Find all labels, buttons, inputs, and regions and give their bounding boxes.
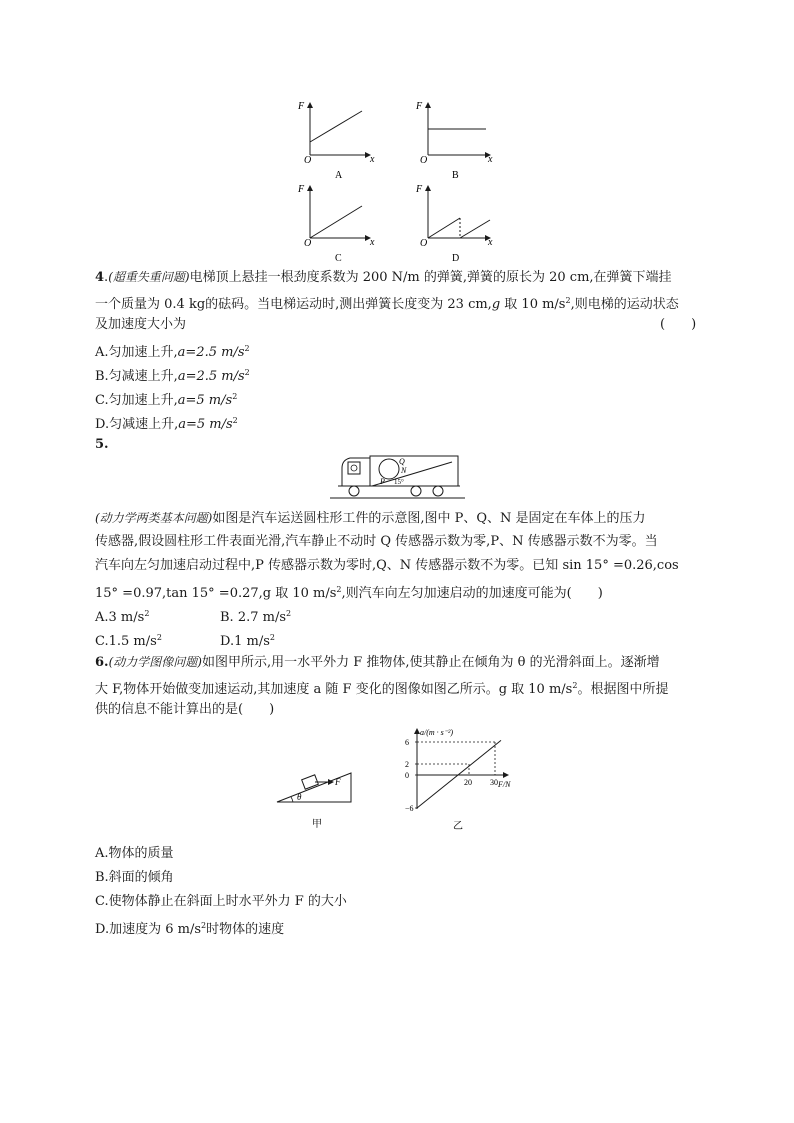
q5-number: 5 [95, 437, 105, 452]
force-label: F [335, 777, 341, 787]
q4-option-c[interactable]: C.匀加速上升,a=5 $m/s^2$ [95, 392, 238, 408]
q6-line-1: 6.(动力学图像问题)如图甲所示,用一水平外力 F 推物体,使其静止在倾角为 θ 的光滑斜面上。逐渐增 [95, 655, 660, 670]
graph-b-caption: B [452, 170, 459, 181]
q5-line-4: 15° =0.97,tan 15° =0.27,g 取 10 $m/s^2$,则汽车向左匀加速启动的加速度可能为( ) [95, 585, 603, 601]
q4-text-2c: 取 10 m/s [500, 297, 566, 312]
angle-label: 15° [394, 478, 404, 486]
truck-window [348, 462, 360, 474]
q4-number: 4 [95, 270, 105, 285]
graph-c-y-label: F [298, 184, 305, 195]
q6-number: 6 [95, 655, 105, 670]
q4-tag: (超重失重问题) [108, 270, 190, 284]
graph-c-origin: O [304, 238, 312, 249]
q4-line-1: 4.(超重失重问题)电梯顶上悬挂一根劲度系数为 200 N/m 的弹簧,弹簧的原长为 20 cm,在弹簧下端挂 [95, 270, 672, 285]
q6-text-1: 如图甲所示,用一水平外力 F 推物体,使其静止在倾角为 θ 的光滑斜面上。逐渐增 [201, 655, 660, 670]
q4-option-d[interactable]: D.匀减速上升,a=5 $m/s^2$ [95, 416, 238, 432]
q6-option-a[interactable]: A.物体的质量 [95, 846, 174, 861]
graph-d-origin: O [420, 238, 428, 249]
q6-tag: (动力学图像问题) [108, 655, 202, 669]
graph-d-line-2 [460, 220, 490, 238]
graph-d [415, 184, 493, 264]
q4-line-2 [95, 293, 679, 313]
sensor-q-label: Q [399, 457, 405, 466]
data-line [417, 740, 501, 808]
q6-option-c[interactable]: C.使物体静止在斜面上时水平外力 F 的大小 [95, 894, 347, 909]
q5-line-2: 传感器,假设圆柱形工件表面光滑,汽车静止不动时 Q 传感器示数为零,P、N 传感器示数不为零。当 [95, 534, 658, 549]
q4-text-2b: g [491, 297, 501, 312]
y-axis-label: a/(m · s⁻²) [420, 728, 454, 737]
q4-option-b[interactable]: B.匀减速上升,a=2.5 $m/s^2$ [95, 368, 250, 384]
q6-option-b[interactable]: B.斜面的倾角 [95, 870, 174, 885]
q5-option-a[interactable]: A.3 $m/s^2$ [95, 609, 150, 625]
a-f-chart [380, 725, 530, 837]
y-tick-label: 2 [405, 760, 409, 769]
q5-option-d[interactable]: D.1 $m/s^2$ [220, 633, 275, 649]
y-tick-label: 6 [405, 738, 409, 747]
graph-d-y-label: F [416, 184, 423, 195]
x-tick-label: 20 [464, 778, 472, 787]
y-tick-label: −6 [405, 804, 414, 813]
graph-c-line [310, 206, 362, 238]
graph-c-x-label: x [370, 237, 375, 248]
graph-c [297, 184, 375, 264]
graph-c-caption: C [335, 253, 342, 264]
graph-d-line-1 [428, 218, 460, 238]
q6-option-d[interactable]: D.加速度为 6 $m/s^2$时物体的速度 [95, 921, 285, 937]
q6-line-2: 大 F,物体开始做变加速运动,其加速度 a 随 F 变化的图像如图乙所示。g 取 10 $m/s^2$。根据图中所提 [95, 681, 669, 697]
graph-d-x-label: x [488, 237, 493, 248]
graph-b-x-label: x [488, 154, 493, 165]
q4-sup: 2 [565, 296, 571, 305]
y-tick-label: 0 [405, 771, 409, 780]
q5-line-3: 汽车向左匀加速启动过程中,P 传感器示数为零时,Q、N 传感器示数不为零。已知 sin 15° =0.26,cos [95, 558, 679, 573]
graph-a-x-label: x [370, 154, 375, 165]
incline-figure [275, 765, 355, 835]
x-axis-label: F/N [498, 780, 511, 789]
force-graphs [290, 95, 510, 280]
sensor-n-label: N [401, 466, 407, 475]
q6-line-3: 供的信息不能计算出的是( ) [95, 702, 275, 717]
q5-number-line: 5. [95, 437, 109, 452]
fig-caption-jia: 甲 [312, 819, 322, 830]
q4-option-a[interactable]: A.匀加速上升,a=2.5 $m/s^2$ [95, 344, 250, 360]
graph-b-origin: O [420, 155, 428, 166]
graph-d-caption: D [452, 253, 460, 264]
x-tick-label: 30 [490, 778, 498, 787]
graph-a-caption: A [335, 170, 343, 181]
fig-caption-yi: 乙 [453, 821, 463, 832]
theta-label: θ [297, 792, 302, 802]
sensor-p-label: P [380, 477, 385, 486]
q5-option-b[interactable]: B. 2.7 $m/s^2$ [220, 609, 292, 625]
graph-a-line [310, 111, 362, 142]
graph-a-y-label: F [298, 101, 305, 112]
q4-text-1: 电梯顶上悬挂一根劲度系数为 200 N/m 的弹簧,弹簧的原长为 20 cm,在弹簧下端挂 [189, 270, 672, 285]
graph-b [415, 101, 493, 181]
graph-a [297, 101, 375, 181]
cylinder-workpiece [379, 459, 399, 479]
truck-figure [330, 448, 465, 504]
q5-tag: (动力学两类基本问题) [95, 511, 213, 525]
wheel-front [349, 486, 359, 496]
wheel-rear-1 [411, 486, 421, 496]
q5-option-c[interactable]: C.1.5 $m/s^2$ [95, 633, 162, 649]
graph-b-y-label: F [416, 101, 423, 112]
graph-a-origin: O [304, 155, 312, 166]
q4-line-3: 及加速度大小为 [95, 317, 187, 332]
q4-text-2d: ,则电梯的运动状态 [570, 297, 679, 312]
wheel-rear-2 [433, 486, 443, 496]
q5-line-1 [95, 510, 646, 527]
q4-answer-paren: ( ) [660, 317, 697, 332]
q5-text-1: 如图是汽车运送圆柱形工件的示意图,图中 P、Q、N 是固定在车体上的压力 [212, 511, 646, 526]
q4-text-2a: 一个质量为 0.4 kg的砝码。当电梯运动时,测出弹簧长度变为 23 cm, [95, 297, 492, 312]
